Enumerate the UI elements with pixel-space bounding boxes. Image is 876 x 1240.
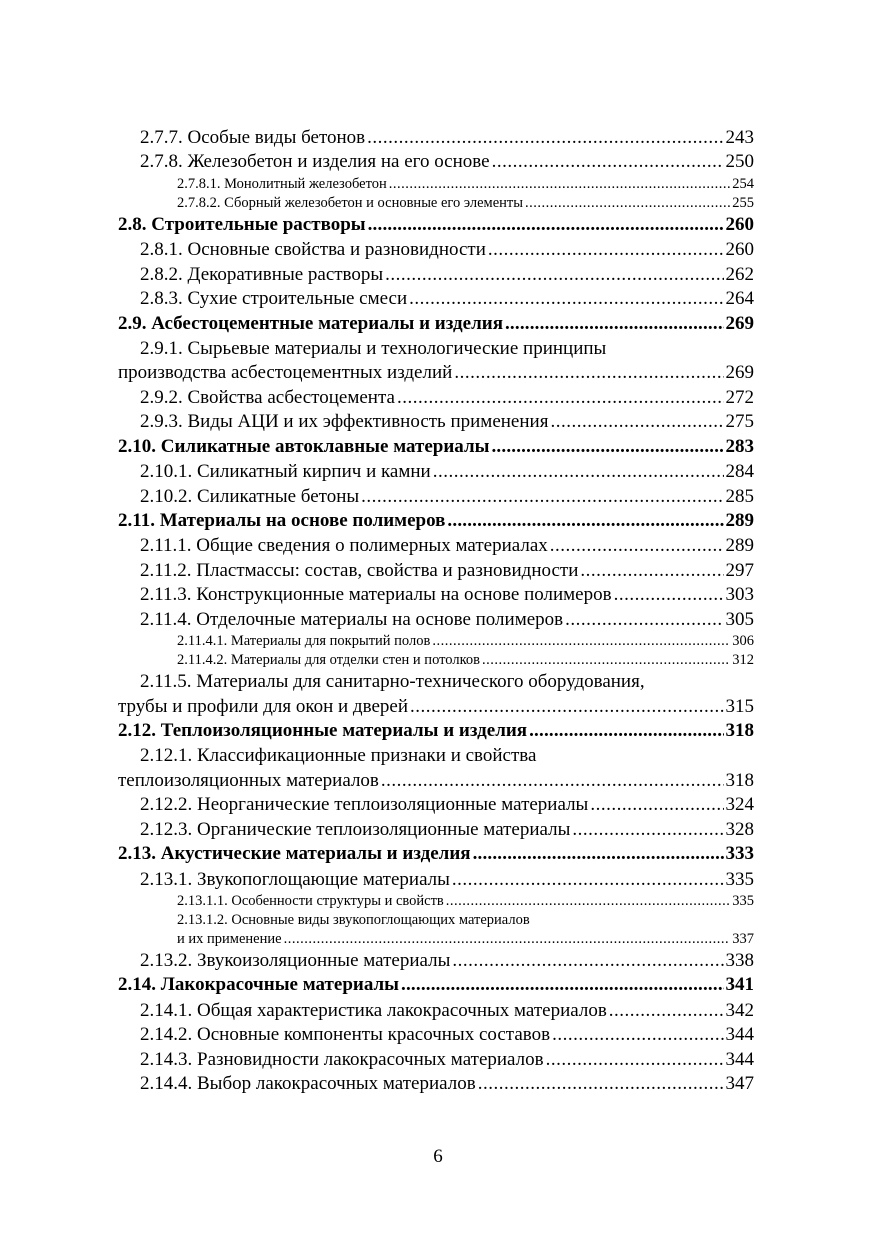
- toc-title-first-line: 2.11.5. Материалы для санитарно-технического оборудования,: [140, 671, 645, 693]
- leader-dots: [452, 949, 723, 973]
- leader-dots: [609, 999, 724, 1023]
- toc-subsection: [118, 670, 754, 719]
- leader-dots: [491, 435, 723, 460]
- leader-dots: [505, 312, 724, 337]
- toc-page-number: 305: [725, 608, 754, 630]
- toc-page-number: 347: [725, 1073, 754, 1095]
- toc-page-number: 306: [732, 633, 754, 650]
- toc-subsection: [118, 337, 754, 386]
- toc-subsection: [118, 410, 754, 434]
- toc-page-number: 284: [725, 461, 754, 483]
- leader-dots: [572, 818, 723, 842]
- leader-dots: [488, 238, 724, 262]
- toc-subsection: [118, 126, 754, 150]
- leader-dots: [478, 1072, 724, 1096]
- leader-dots: [482, 651, 730, 670]
- toc-subsection: [118, 1023, 754, 1047]
- toc-page-number: 254: [732, 175, 754, 192]
- toc-title: 2.12.2. Неорганические теплоизоляционные материалы: [140, 794, 589, 816]
- toc-title-first-line: 2.9.1. Сырьевые материалы и технологические принципы: [140, 338, 607, 360]
- toc-title: 2.11. Материалы на основе полимеров: [118, 509, 446, 531]
- toc-subsubsection: [118, 892, 754, 911]
- toc-title: 2.11.4. Отделочные материалы на основе полимеров: [140, 608, 564, 630]
- toc-title: 2.11.4.2. Материалы для отделки стен и потолков: [177, 652, 480, 669]
- toc-subsection: [118, 999, 754, 1023]
- leader-dots: [385, 263, 723, 287]
- toc-page-number: 275: [725, 411, 754, 433]
- toc-title-first-line: 2.12.1. Классификационные признаки и свойства: [140, 745, 537, 767]
- toc-title: теплоизоляционных материалов: [118, 769, 379, 791]
- toc-title: 2.11.4.1. Материалы для покрытий полов: [177, 633, 431, 650]
- toc-section: [118, 509, 754, 534]
- toc-title: 2.10. Силикатные автоклавные материалы: [118, 435, 490, 457]
- leader-dots: [401, 973, 723, 998]
- toc-title: трубы и профили для окон и дверей: [118, 695, 408, 717]
- leader-dots: [492, 150, 724, 174]
- toc-title: 2.10.2. Силикатные бетоны: [140, 485, 360, 507]
- toc-page-number: 333: [725, 843, 754, 865]
- toc-page-number: 269: [725, 312, 754, 334]
- page-number: 6: [433, 1146, 443, 1167]
- toc-page-number: 272: [725, 386, 754, 408]
- toc-page-number: 285: [725, 485, 754, 507]
- toc-title: 2.10.1. Силикатный кирпич и камни: [140, 461, 431, 483]
- leader-dots: [446, 892, 730, 911]
- toc-section: [118, 435, 754, 460]
- leader-dots: [580, 559, 723, 583]
- toc-page-number: 283: [725, 435, 754, 457]
- toc-title: 2.13.1. Звукопоглощающие материалы: [140, 868, 450, 890]
- leader-dots: [565, 608, 723, 632]
- toc-page-number: 335: [732, 892, 754, 909]
- toc-title: 2.12. Теплоизоляционные материалы и изделия: [118, 719, 528, 741]
- toc-subsection: [118, 263, 754, 287]
- toc-subsubsection: [118, 194, 754, 213]
- leader-dots: [452, 868, 724, 892]
- toc-title: 2.9.2. Свойства асбестоцемента: [140, 386, 395, 408]
- toc-section: [118, 312, 754, 337]
- leader-dots: [389, 175, 731, 194]
- toc-page-number: 337: [732, 930, 754, 947]
- toc-title: 2.8.3. Сухие строительные смеси: [140, 288, 408, 310]
- toc-subsection: [118, 1048, 754, 1072]
- toc-title-first-line: 2.13.1.2. Основные виды звукопоглощающих материалов: [177, 911, 530, 928]
- toc-page-number: 344: [725, 1024, 754, 1046]
- toc-title: 2.14.1. Общая характеристика лакокрасочных материалов: [140, 999, 607, 1021]
- table-of-contents: [118, 126, 754, 1096]
- toc-title: 2.9.3. Виды АЦИ и их эффективность применения: [140, 411, 549, 433]
- toc-title: производства асбестоцементных изделий: [118, 362, 453, 384]
- leader-dots: [473, 842, 724, 867]
- toc-page-number: 315: [725, 695, 754, 717]
- toc-title: 2.8.2. Декоративные растворы: [140, 263, 384, 285]
- toc-page-number: 342: [725, 999, 754, 1021]
- leader-dots: [433, 460, 724, 484]
- toc-title: 2.7.8.1. Монолитный железобетон: [177, 175, 387, 192]
- toc-page-number: 297: [725, 559, 754, 581]
- leader-dots: [367, 126, 723, 150]
- leader-dots: [368, 213, 724, 238]
- toc-page-number: 312: [732, 652, 754, 669]
- toc-title: 2.13.2. Звукоизоляционные материалы: [140, 949, 451, 971]
- toc-page-number: 341: [725, 974, 754, 996]
- toc-subsection: [118, 559, 754, 583]
- toc-page-number: 260: [725, 213, 754, 235]
- toc-title: 2.14.2. Основные компоненты красочных составов: [140, 1024, 551, 1046]
- toc-section: [118, 842, 754, 867]
- leader-dots: [432, 632, 730, 651]
- toc-page-number: 324: [725, 794, 754, 816]
- toc-title: 2.14.4. Выбор лакокрасочных материалов: [140, 1073, 476, 1095]
- leader-dots: [525, 194, 730, 213]
- leader-dots: [552, 1023, 723, 1047]
- toc-subsubsection: [118, 175, 754, 194]
- toc-title: 2.8. Строительные растворы: [118, 213, 366, 235]
- toc-subsection: [118, 744, 754, 793]
- toc-subsubsection: [118, 651, 754, 670]
- toc-page-number: 335: [725, 868, 754, 890]
- toc-subsection: [118, 583, 754, 607]
- toc-page-number: 260: [725, 239, 754, 261]
- toc-subsection: [118, 793, 754, 817]
- leader-dots: [546, 1048, 724, 1072]
- toc-page-number: 318: [725, 769, 754, 791]
- toc-subsection: [118, 818, 754, 842]
- toc-title: 2.12.3. Органические теплоизоляционные материалы: [140, 818, 571, 840]
- toc-title: 2.8.1. Основные свойства и разновидности: [140, 239, 486, 261]
- toc-title: 2.7.8. Железобетон и изделия на его основе: [140, 151, 490, 173]
- toc-section: [118, 973, 754, 998]
- toc-page-number: 344: [725, 1048, 754, 1070]
- toc-title: 2.14. Лакокрасочные материалы: [118, 974, 400, 996]
- toc-title: 2.7.7. Особые виды бетонов: [140, 127, 366, 148]
- leader-dots: [614, 583, 724, 607]
- toc-subsection: [118, 608, 754, 632]
- toc-title: 2.13. Акустические материалы и изделия: [118, 843, 471, 865]
- toc-page-number: 255: [732, 194, 754, 211]
- toc-subsection: [118, 460, 754, 484]
- leader-dots: [409, 287, 723, 311]
- toc-subsection: [118, 485, 754, 509]
- toc-title: 2.14.3. Разновидности лакокрасочных материалов: [140, 1048, 544, 1070]
- leader-dots: [381, 769, 724, 793]
- toc-title: 2.11.1. Общие сведения о полимерных материалах: [140, 535, 548, 557]
- toc-page-number: 318: [725, 719, 754, 741]
- toc-page-number: 243: [725, 127, 754, 148]
- leader-dots: [410, 695, 724, 719]
- toc-subsection: [118, 386, 754, 410]
- leader-dots: [550, 534, 724, 558]
- toc-subsection: [118, 868, 754, 892]
- leader-dots: [447, 509, 723, 534]
- toc-page-number: 289: [725, 535, 754, 557]
- leader-dots: [284, 930, 731, 949]
- toc-title: 2.7.8.2. Сборный железобетон и основные его элементы: [177, 194, 523, 211]
- toc-subsubsection: [118, 632, 754, 651]
- toc-page-number: 338: [725, 949, 754, 971]
- leader-dots: [397, 386, 724, 410]
- toc-page-number: 328: [725, 818, 754, 840]
- toc-page-number: 264: [725, 288, 754, 310]
- toc-title: и их применение: [177, 930, 282, 947]
- toc-title: 2.11.2. Пластмассы: состав, свойства и разновидности: [140, 559, 579, 581]
- leader-dots: [454, 361, 723, 385]
- toc-page-number: 289: [725, 509, 754, 531]
- leader-dots: [529, 719, 723, 744]
- toc-title: 2.9. Асбестоцементные материалы и изделия: [118, 312, 503, 334]
- toc-page-number: 250: [725, 151, 754, 173]
- toc-subsubsection: [118, 911, 754, 949]
- toc-section: [118, 719, 754, 744]
- leader-dots: [590, 793, 723, 817]
- leader-dots: [550, 410, 723, 434]
- toc-subsection: [118, 150, 754, 174]
- toc-title: 2.11.3. Конструкционные материалы на основе полимеров: [140, 584, 612, 606]
- toc-subsection: [118, 1072, 754, 1096]
- toc-subsection: [118, 287, 754, 311]
- toc-page-number: 303: [725, 584, 754, 606]
- toc-page-number: 269: [725, 362, 754, 384]
- toc-section: [118, 213, 754, 238]
- toc-page-number: 262: [725, 263, 754, 285]
- toc-title: 2.13.1.1. Особенности структуры и свойств: [177, 892, 444, 909]
- toc-subsection: [118, 534, 754, 558]
- toc-subsection: [118, 238, 754, 262]
- toc-subsection: [118, 949, 754, 973]
- leader-dots: [361, 485, 723, 509]
